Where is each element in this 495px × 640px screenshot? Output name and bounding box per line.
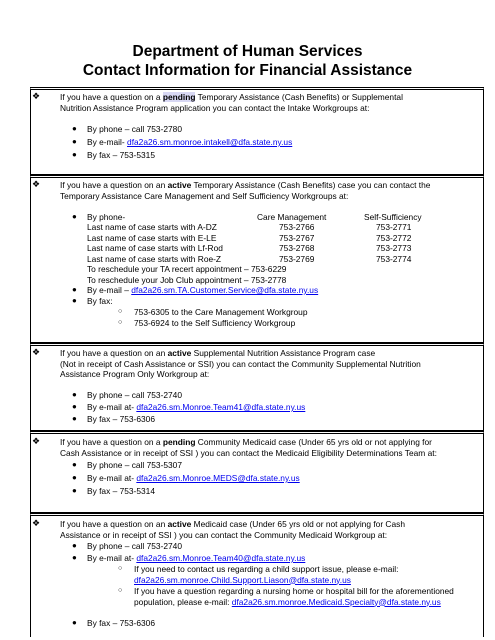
bullet-icon: ● <box>72 486 77 495</box>
bullet-icon: ● <box>72 553 77 562</box>
section-intro-line2: Nutrition Assistance Program application you can contact the Intake Workgroups at: <box>60 102 370 113</box>
section-intro: If you have a question on an active Temporary Assistance (Cash Benefits) case you can contact the <box>60 180 431 190</box>
self-sufficiency-number: 753-2771 <box>376 222 412 232</box>
col-header-care-management: Care Management <box>257 212 327 222</box>
diamond-bullet-icon: ❖ <box>32 179 41 189</box>
email-link[interactable]: dfa2a26.sm.monroe.intakell@dfa.state.ny.us <box>127 137 293 147</box>
page-subtitle: Contact Information for Financial Assistance <box>82 62 413 79</box>
nursing-home-line: If you have a question regarding a nursing home or hospital bill for the aforementioned <box>134 586 454 596</box>
self-sufficiency-number: 753-2772 <box>376 232 412 243</box>
phone-line: By phone – call 753-2780 <box>87 124 182 134</box>
diamond-bullet-icon: ❖ <box>32 347 41 357</box>
email-link[interactable]: dfa2a26.sm.Monroe.Team41@dfa.state.ny.us <box>136 402 306 412</box>
self-sufficiency-number: 753-2773 <box>376 243 412 253</box>
circle-bullet-icon: ○ <box>118 565 123 572</box>
email-line: By e-mail at- dfa2a26.sm.Monroe.Team41@dfa.state.ny.us <box>87 402 306 412</box>
phone-line: By phone – call 753-2740 <box>87 390 182 400</box>
child-support-email-link[interactable]: dfa2a26.sm.monroe.Child.Support.Liason@dfa.state.ny.us <box>134 574 351 585</box>
circle-bullet-icon: ○ <box>118 308 123 315</box>
bullet-icon: ● <box>72 137 77 146</box>
col-header-self-sufficiency: Self-Sufficiency <box>364 212 422 222</box>
section-intro-line2: (Not in receipt of Cash Assistance or SSI) you can contact the Community Supplemental Nutrition <box>60 358 421 369</box>
email-link[interactable]: dfa2a26.sm.Monroe.Team40@dfa.state.ny.us <box>136 553 306 563</box>
fax-label: By fax: <box>87 296 113 306</box>
care-management-number: 753-2768 <box>279 243 315 253</box>
phone-line: By phone – call 753-5307 <box>87 460 182 470</box>
section-intro: If you have a question on an active Medicaid case (Under 65 yrs old or not applying for Cash <box>60 519 405 529</box>
bullet-icon: ● <box>72 541 77 550</box>
jobclub-line: To reschedule your Job Club appointment – 753-2778 <box>87 274 287 285</box>
diamond-bullet-icon: ❖ <box>32 91 41 101</box>
phone-line: By phone – call 753-2740 <box>87 541 182 551</box>
section-intro: If you have a question on an active Supplemental Nutrition Assistance Program case <box>60 348 376 358</box>
email-line: By e-mail- dfa2a26.sm.monroe.intakell@dfa.state.ny.us <box>87 137 293 147</box>
self-sufficiency-number: 753-2774 <box>376 253 412 264</box>
email-line: By e-mail – dfa2a26.sm.TA.Customer.Service@dfa.state.ny.us <box>87 285 319 295</box>
nursing-home-email-link[interactable]: dfa2a26.sm.monroe.Medicaid.Specialty@dfa.state.ny.us <box>231 596 441 607</box>
section-intro: If you have a question on a pending Community Medicaid case (Under 65 yrs old or not applying for <box>60 437 432 447</box>
diamond-bullet-icon: ❖ <box>32 518 41 528</box>
recert-line: To reschedule your TA recert appointment – 753-6229 <box>87 264 287 274</box>
bullet-icon: ● <box>72 212 77 221</box>
nursing-home-email-line: population, please e-mail: dfa2a26.sm.monroe.Medicaid.Specialty@dfa.state.ny.us <box>134 596 441 607</box>
case-range-label: Last name of case starts with Lf-Rod <box>87 243 223 253</box>
child-support-line: If you need to contact us regarding a child support issue, please e-mail: <box>134 564 399 574</box>
email-line: By e-mail at- dfa2a26.sm.Monroe.MEDS@dfa.state.ny.us <box>87 473 300 483</box>
circle-bullet-icon: ○ <box>118 318 123 326</box>
bullet-icon: ● <box>72 618 77 627</box>
fax-item: 753-6924 to the Self Sufficiency Workgroup <box>134 317 296 328</box>
bullet-icon: ● <box>72 296 77 305</box>
phone-label: By phone- <box>87 212 126 222</box>
section-intro-line2: Assistance or in receipt of SSI ) you can contact the Community Medicaid Workgroup at: <box>60 529 388 540</box>
section-intro-line2: Cash Assistance or in receipt of SSI ) you can contact the Medicaid Eligibility Determinations Team at: <box>60 447 437 458</box>
diamond-bullet-icon: ❖ <box>32 436 41 446</box>
bullet-icon: ● <box>72 390 77 399</box>
section-intro-line2: Temporary Assistance Care Management and Self Sufficiency Workgroups at: <box>60 190 349 201</box>
case-range-label: Last name of case starts with Roe-Z <box>87 253 222 264</box>
bullet-icon: ● <box>72 150 77 159</box>
child-support-email-line <box>134 575 351 586</box>
email-link[interactable]: dfa2a26.sm.Monroe.MEDS@dfa.state.ny.us <box>136 473 300 483</box>
circle-bullet-icon: ○ <box>118 587 123 594</box>
bullet-icon: ● <box>72 285 77 294</box>
email-link[interactable]: dfa2a26.sm.TA.Customer.Service@dfa.state.ny.us <box>131 285 319 295</box>
case-range-label: Last name of case starts with E-LE <box>87 232 217 243</box>
fax-item: 753-6305 to the Care Management Workgroup <box>134 307 308 317</box>
bullet-icon: ● <box>72 414 77 423</box>
bullet-icon: ● <box>72 402 77 411</box>
page-title: Department of Human Services <box>132 43 363 60</box>
bullet-icon: ● <box>72 124 77 133</box>
fax-line: By fax – 753-6306 <box>87 414 155 424</box>
fax-line: By fax – 753-5315 <box>87 150 155 160</box>
section-intro-line3: Assistance Program Only Workgroup at: <box>60 369 210 379</box>
email-line: By e-mail at- dfa2a26.sm.Monroe.Team40@dfa.state.ny.us <box>87 553 306 563</box>
care-management-number: 753-2766 <box>279 222 315 232</box>
section-intro: If you have a question on a pending Temporary Assistance (Cash Benefits) or Supplemental <box>60 92 403 102</box>
bullet-icon: ● <box>72 473 77 482</box>
case-range-label: Last name of case starts with A-DZ <box>87 222 217 232</box>
care-management-number: 753-2767 <box>279 232 315 243</box>
fax-line: By fax – 753-6306 <box>87 618 155 628</box>
care-management-number: 753-2769 <box>279 253 315 264</box>
bullet-icon: ● <box>72 460 77 469</box>
fax-line: By fax – 753-5314 <box>87 486 155 496</box>
